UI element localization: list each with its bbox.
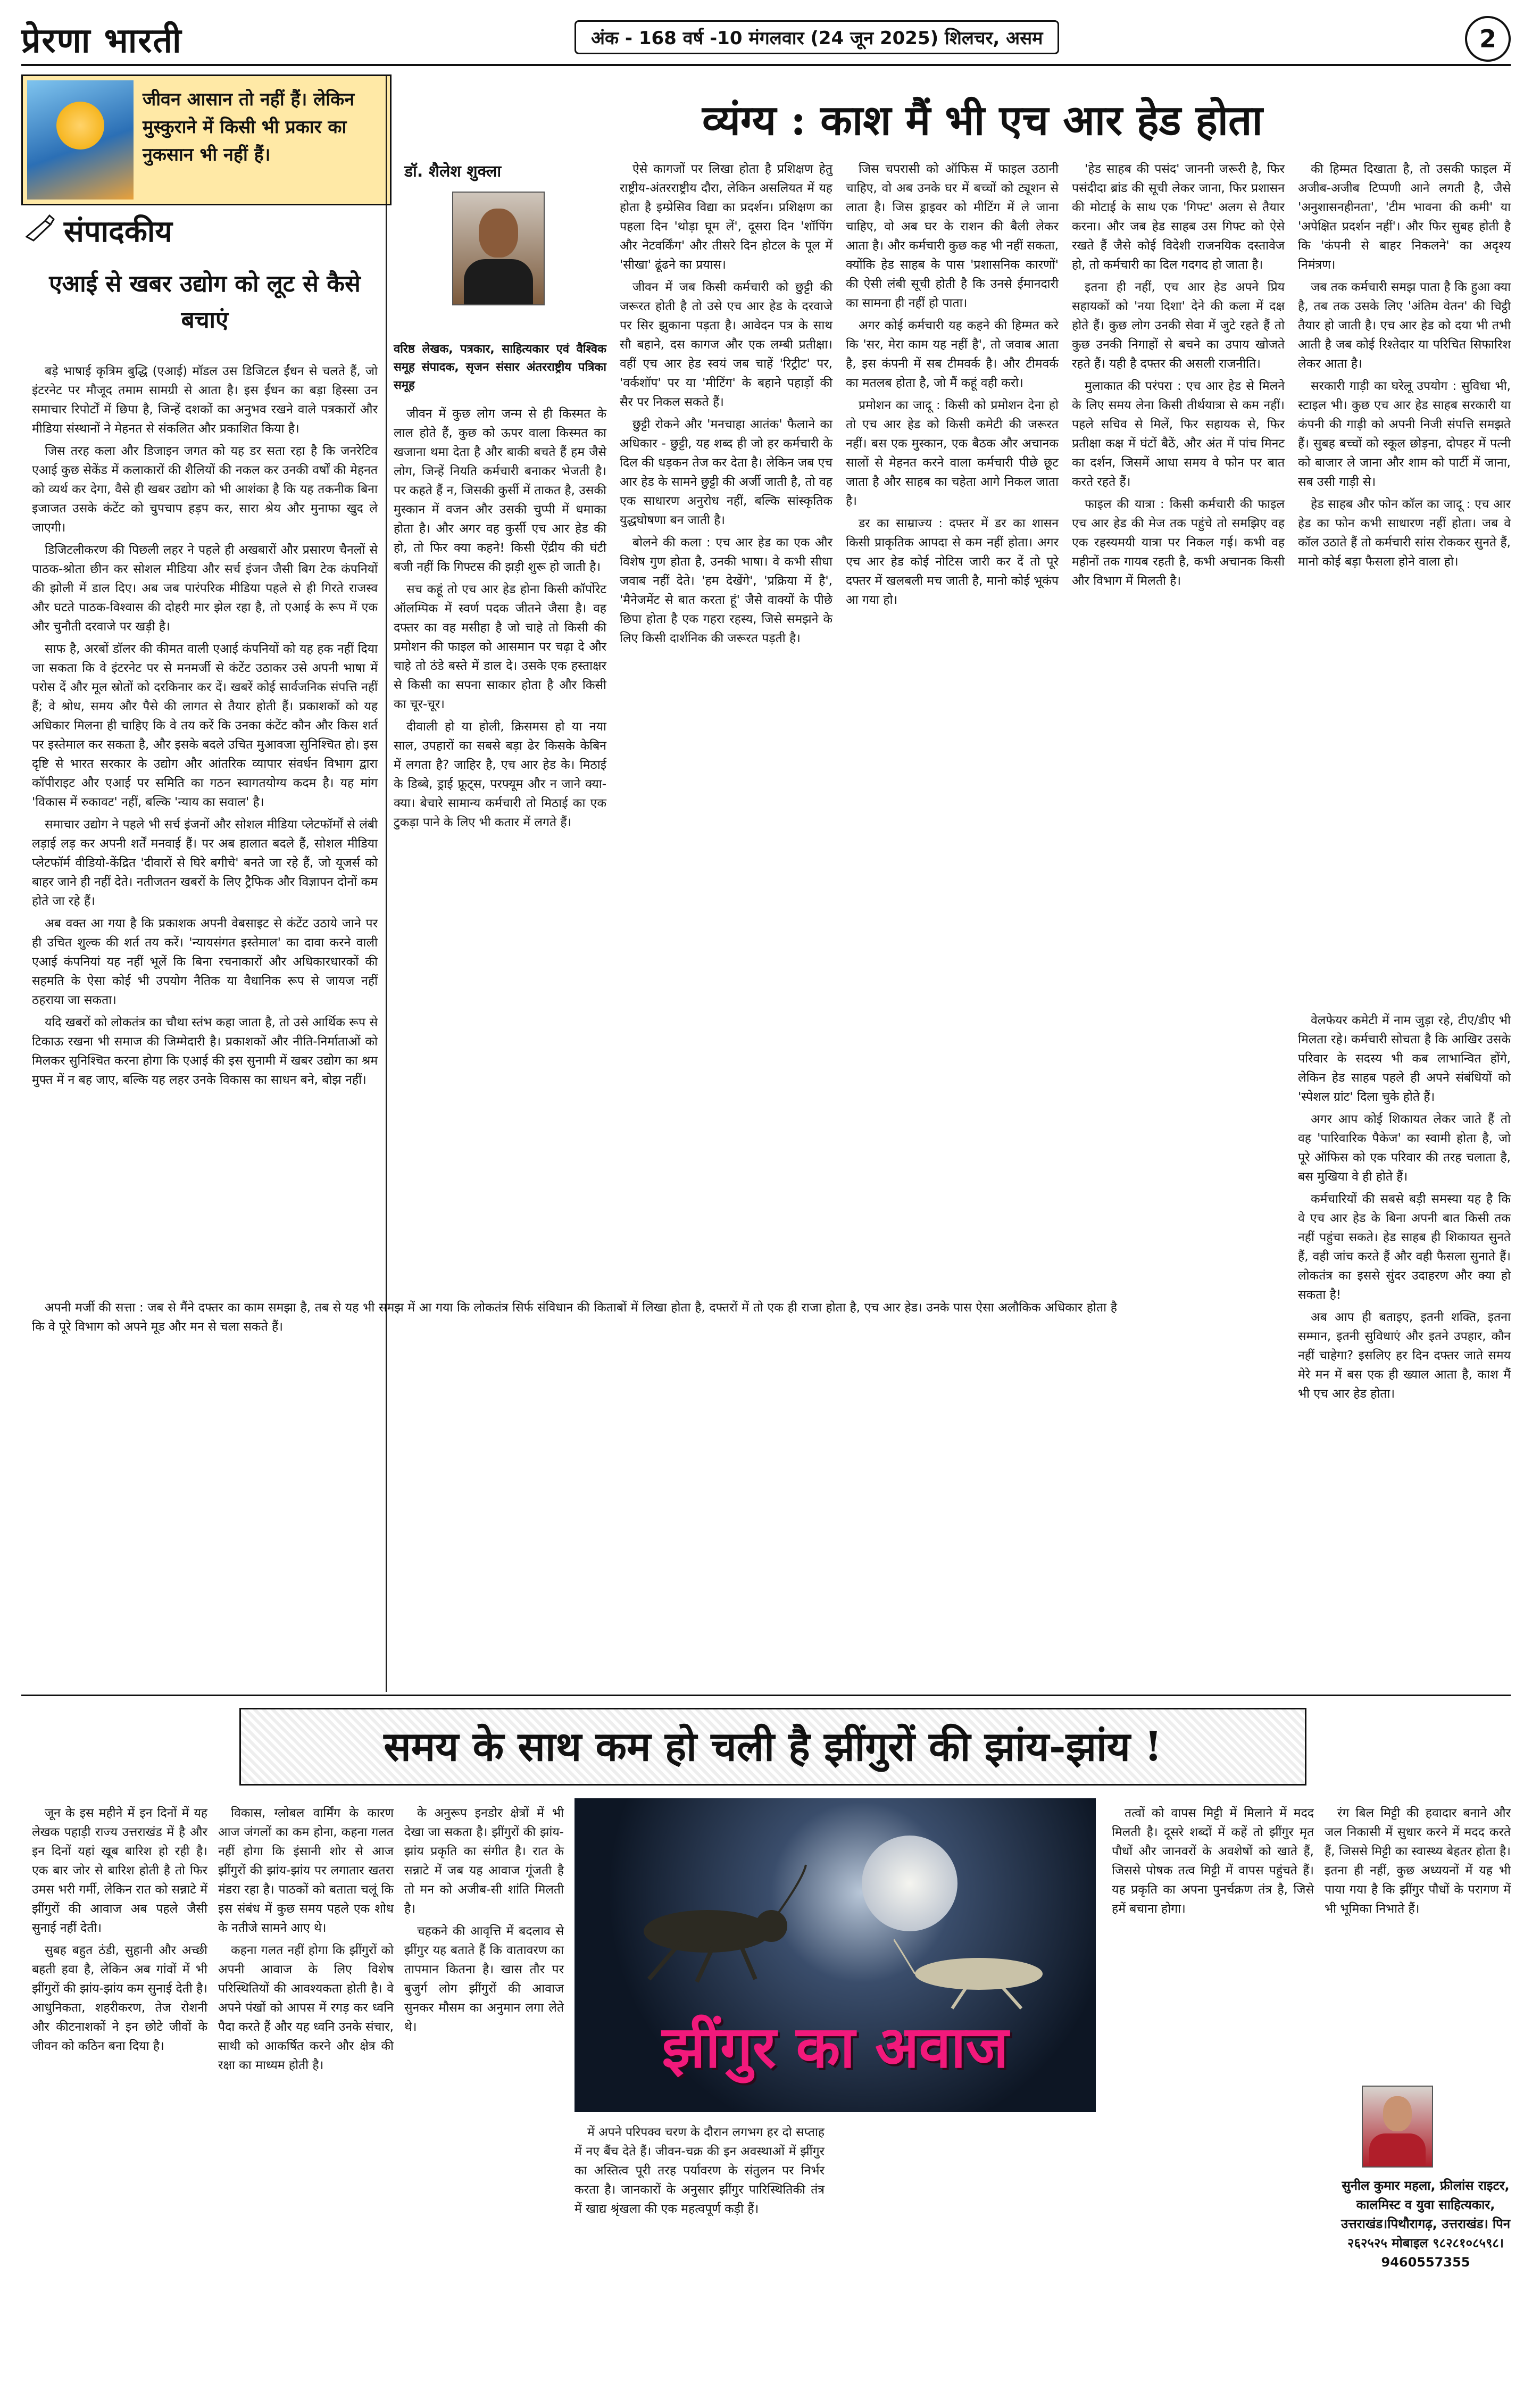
moon-icon <box>862 1836 958 1931</box>
author-photo <box>452 192 545 305</box>
editorial-paragraph: समाचार उद्योग ने पहले भी सर्च इंजनों और सोशल मीडिया प्लेटफॉर्मों से लंबी लड़ाई लड़ कर अपनी शर्तें मनवाई हैं। पर अब हालात बदले हैं, सोशल मीडिया प्लेटफॉर्म वीडियो-केंद्रित 'दीवारों से घिरे बगीचे' बनते जा रहे हैं, जो यूजर्स को बाहर जाने ही नहीं देते। नतीजतन खबरों के लिए ट्रैफिक और विज्ञापन दोनों कम होते जा रहे हैं। <box>32 818 378 908</box>
cricket-column-1 <box>32 1804 207 2059</box>
satire-paragraph: अगर कोई कर्मचारी यह कहने की हिम्मत करे कि 'सर, मेरा काम यह नहीं है', तो जवाब आता है, इस कंपनी में सब टीमवर्क है। और टीमवर्क का मतलब होता है, जो मैं कहूं वही करो। <box>846 319 1059 390</box>
cricket-paragraph: रंग बिल मिट्टी की हवादार बनाने और जल निकासी में सुधार करने में मदद करते हैं, जिससे मिट्टी का स्वास्थ्य बेहतर होता है। इतना ही नहीं, कुछ अध्ययनों में यह भी पाया गया है कि झींगुर पौधों के परागण में भी भूमिका निभाते हैं। <box>1325 1806 1511 1916</box>
page-number: 2 <box>1465 16 1511 62</box>
deity-illustration <box>27 80 134 200</box>
satire-column-6 <box>1298 1011 1511 1407</box>
article-headline: समय के साथ कम हो चली है झींगुरों की झांय-झांय ! <box>384 1723 1162 1770</box>
satire-paragraph: डर का साम्राज्य : दफ्तर में डर का शासन किसी प्राकृतिक आपदा से कम नहीं होता। अगर एच आर हेड कोई नोटिस जारी कर दें तो पूरे दफ्तर में खलबली मच जाती है, मानो कोई भूकंप आ गया हो। <box>846 517 1059 607</box>
author-name: डॉ. शैलेश शुक्ला <box>404 162 502 181</box>
satire-paragraph: प्रमोशन का जादू : किसी को प्रमोशन देना हो तो एच आर हेड को किसी कमेटी की जरूरत नहीं। बस एक मुस्कान, एक बैठक और अचानक सालों से मेहनत करने वाला कर्मचारी पीछे छूट जाता है और साहब का चहेता आगे निकल जाता है। <box>846 398 1059 508</box>
cricket-paragraph: विकास, ग्लोबल वार्मिंग के कारण आज जंगलों का कम होना, कहना गलत नहीं होगा कि इंसानी शोर से आज झींगुरों की झांय-झांय पर लगातार खतरा मंडरा रहा है। पाठकों को बताता चलूं कि इस संबंध में कुछ समय पहले एक शोध के नतीजे सामने आए थे। <box>218 1806 394 1935</box>
editorial-paragraph: यदि खबरों को लोकतंत्र का चौथा स्तंभ कहा जाता है, तो उसे आर्थिक रूप से टिकाऊ रखना भी समाज की जिम्मेदारी है। प्रकाशकों और नीति-निर्माताओं को मिलकर सुनिश्चित करना होगा कि एआई की इस सुनामी में खबर उद्योग का श्रम मुफ्त में न बह जाए, बल्कि यह लहर उनके विकास का साधन बने, बोझ नहीं। <box>32 1016 378 1087</box>
editorial-paragraph: बड़े भाषाई कृत्रिम बुद्धि (एआई) मॉडल उस डिजिटल ईंधन से चलते हैं, जो इंटरनेट पर मौजूद तमाम सामग्री से आता है। इस ईंधन का बड़ा हिस्सा उन समाचार रिपोर्टों में छिपा है, जिन्हें दशकों का अनुभव रखने वाले पत्रकारों और मीडिया संस्थानों ने मेहनत से संकलित और प्रकाशित किया है। <box>32 364 378 436</box>
cricket-paragraph: चहकने की आवृत्ति में बदलाव से झींगुर यह बताते हैं कि वातावरण का तापमान कितना है। खास तौर पर बुजुर्ग लोग झींगुरों की आवाज सुनकर मौसम का अनुमान लगा लेते थे। <box>404 1924 564 2034</box>
quote-text: जीवन आसान तो नहीं हैं। लेकिन मुस्कुराने में किसी भी प्रकार का नुकसान भी नहीं हैं। <box>143 89 355 165</box>
cricket-insect-icon <box>617 1862 809 1984</box>
satire-paragraph: सच कहूं तो एच आर हेड होना किसी कॉर्पोरेट ऑलम्पिक में स्वर्ण पदक जीतने जैसा है। वह दफ्तर का वह मसीहा है जो चाहे तो किसी की प्रमोशन की फाइल को आसमान पर चढ़ा दे और चाहे तो ठंडे बस्ते में डाल दे। उसके एक हस्ताक्षर से किसी का सपना साकार होता है और किसी का चूर-चूर। <box>394 583 606 711</box>
cricket-paragraph: के अनुरूप इनडोर क्षेत्रों में भी देखा जा सकता है। झींगुरों की झांय-झांय प्रकृति का संगीत है। रात के सन्नाटे में जब यह आवाज गूंजती है तो मन को अजीब-सी शांति मिलती है। <box>404 1806 564 1916</box>
editorial-paragraph: डिजिटलीकरण की पिछली लहर ने पहले ही अखबारों और प्रसारण चैनलों से पाठक-श्रोता छीन कर सोशल मीडिया और सर्च इंजन जैसी बिग टेक कंपनियों की झोली में डाल दिए। अब जब पारंपरिक मीडिया पहले से ही गिरते राजस्व और घटते पाठक-विश्वास की दोहरी मार झेल रहा है, तो एआई के रूप में एक और चुनौती दरवाजे पर खड़ी है। <box>32 543 378 634</box>
satire-paragraph: की हिम्मत दिखाता है, तो उसकी फाइल में अजीब-अजीब टिप्पणी आने लगती है, जैसे 'अनुशासनहीनता', 'टीम भावना की कमी' या 'अपेक्षित प्रदर्शन नहीं'। और फिर सुबह होती है कि 'कंपनी से बाहर निकलने' का अदृश्य निमंत्रण। <box>1298 162 1511 272</box>
editorial-body <box>32 362 378 1093</box>
satire-column-5 <box>1298 160 1511 575</box>
cricket-paragraph: कहना गलत नहीं होगा कि झींगुरों को अपनी आवाज के लिए विशेष परिस्थितियों की आवश्यकता होती है। वे अपने पंखों को आपस में रगड़ कर ध्वनि पैदा करते हैं और यह ध्वनि उनके संचार, साथी को आकर्षित करने और क्षेत्र की रक्षा का माध्यम होती है। <box>218 1944 394 2072</box>
cricket-column-3 <box>404 1804 564 2040</box>
section-divider <box>21 1695 1511 1696</box>
satire-paragraph: कर्मचारियों की सबसे बड़ी समस्या यह है कि वे एच आर हेड के बिना अपनी बात किसी तक नहीं पहुंचा सकते। हेड साहब ही शिकायत सुनते हैं, वही जांच करते हैं और वही फैसला सुनाते हैं। लोकतंत्र का इससे सुंदर उदाहरण और क्या हो सकता है! <box>1298 1192 1511 1302</box>
satire-column-4 <box>1072 160 1285 594</box>
satire-paragraph: मुलाकात की परंपरा : एच आर हेड से मिलने के लिए समय लेना किसी तीर्थयात्रा से कम नहीं। पहले सचिव से मिलें, फिर सहायक से, फिर प्रतीक्षा कक्ष में घंटों बैठें, और अंत में पांच मिनट का दर्शन, जिसमें आधा समय वे फोन पर बात करते रहते हैं। <box>1072 379 1285 489</box>
satire-column-1 <box>394 404 606 835</box>
satire-paragraph: अपनी मर्जी की सत्ता : जब से मैंने दफ्तर का काम समझा है, तब से यह भी समझ में आ गया कि लोकतंत्र सिर्फ संविधान की किताबों में लिखा होता है, दफ्तरों में तो एक ही राजा होता है, एच आर हेड। उनके पास ऐसा अलौकिक अधिकार होता है कि वे पूरे विभाग को अपने मूड और मन से चला सकते हैं। <box>32 1301 1117 1334</box>
satire-paragraph: दीवाली हो या होली, क्रिसमस हो या नया साल, उपहारों का सबसे बड़ा ढेर किसके केबिन में लगता है? जाहिर है, एच आर हेड के। मिठाई के डिब्बे, ड्राई फ्रूट्स, परफ्यूम और न जाने क्या-क्या। बेचारे सामान्य कर्मचारी तो मिठाई का एक टुकड़ा पाने के लिए भी कतार में लगते हैं। <box>394 720 606 829</box>
writer-shirt <box>1369 2133 1426 2166</box>
editorial-paragraph: अब वक्त आ गया है कि प्रकाशक अपनी वेबसाइट से कंटेंट उठाये जाने पर ही उचित शुल्क की शर्त तय करें। 'न्यायसंगत इस्तेमाल' का दावा करने वाली एआई कंपनियां यह नहीं भूलें कि बिना रचनाकारों और अधिकारधारकों की सहमति के ऐसा कोई भी उपयोग नैतिक या वैधानिक रूप से जायज नहीं ठहराया जा सकता। <box>32 917 378 1007</box>
satire-paragraph: छुट्टी रोकने और 'मनचाहा आतंक' फैलाने का अधिकार - छुट्टी, यह शब्द ही जो हर कर्मचारी के दिल की धड़कन तेज कर देता है। लेकिन जब एच आर हेड के सामने छुट्टी की अर्जी जाती है, तो वह एक साधारण अनुरोध नहीं, बल्कि सांस्कृतिक युद्धघोषणा बन जाती है। <box>620 418 832 527</box>
newspaper-title: प्रेरणा भारती <box>21 21 182 61</box>
satire-paragraph: जीवन में कुछ लोग जन्म से ही किस्मत के लाल होते हैं, कुछ को ऊपर वाला किस्मत का खजाना थमा देता है और बाकी बचते हैं हम जैसे लोग, जिन्हें नियति कर्मचारी बनाकर भेजती है। पर कहते हैं न, जिसकी कुर्सी में ताकत है, उसकी मुस्कान में वजन और उसकी चुप्पी में धमाका होता है। और अगर वह कुर्सी एच आर हेड की हो, तो फिर क्या कहने! किसी ऐंद्रीय की घंटी बजी नहीं कि गिफ्टस की झड़ी शुरू हो जाती है। <box>394 407 606 574</box>
satire-paragraph: अब आप ही बताइए, इतनी शक्ति, इतना सम्मान, इतनी सुविधाएं और इतने उपहार, कौन नहीं चाहेगा? इसलिए हर दिन दफ्तर जाते समय मेरे मन में बस एक ही ख्याल आता है, काश मैं भी एच आर हेड होता। <box>1298 1310 1511 1401</box>
illustration-title: झींगुर का अवाज <box>662 2014 1009 2081</box>
satire-paragraph: फाइल की यात्रा : किसी कर्मचारी की फाइल एच आर हेड की मेज तक पहुंचे तो समझिए वह एक रहस्यमयी यात्रा पर निकल गई। कभी वह महीनों तक गायब रहती है, कभी अचानक किसी और विभाग में मिलती है। <box>1072 497 1285 588</box>
cricket-paragraph: में अपने परिपक्व चरण के दौरान लगभग हर दो सप्ताह में नए बैंच देते हैं। जीवन-चक्र की इन अवस्थाओं में झींगुर का अस्तित्व पूरी तरह पर्यावरण के संतुलन पर निर्भर करता है। जानकारों के अनुसार झींगुर पारिस्थितिकी तंत्र में खाद्य श्रृंखला की एक महत्वपूर्ण कड़ी हैं। <box>574 2125 825 2216</box>
issue-line: अंक - 168 वर्ष -10 मंगलवार (24 जून 2025) शिलचर, असम <box>574 20 1059 54</box>
satire-paragraph: अगर आप कोई शिकायत लेकर जाते हैं तो वह 'पारिवारिक पैकेज' का स्वामी होता है, जो पूरे ऑफिस को एक परिवार की तरह चलाता है, बस मुखिया वे ही होते हैं। <box>1298 1112 1511 1184</box>
satire-paragraph: ऐसे कागजों पर लिखा होता है प्रशिक्षण हेतु राष्ट्रीय-अंतरराष्ट्रीय दौरा, लेकिन असलियत में यह होता है इम्प्रेसिव विद्या का प्रदर्शन। प्रशिक्षण का पहला दिन 'थोड़ा घूम लें', दूसरा दिन 'शॉपिंग और नेटवर्किंग' और तीसरे दिन होटल के पूल में 'सीखा' ढूंढने का प्रयास। <box>620 162 832 272</box>
satire-paragraph: जिस चपरासी को ऑफिस में फाइल उठानी चाहिए, वो अब उनके घर में बच्चों को ट्यूशन से लाता है। जिस ड्राइवर को मीटिंग में ले जाना चाहिए, वो अब घर के राशन की बैली लेकर आता है। और कर्मचारी कुछ कह भी नहीं सकता, क्योंकि हेड साहब के पास 'प्रशासनिक कारणों' की ऐसी लंबी सूची होती है कि उनसे ईमानदारी का सामना ही नहीं हो पाता। <box>846 162 1059 310</box>
editorial-title: एआई से खबर उद्योग को लूट से कैसे बचाएं <box>49 270 361 334</box>
cricket-paragraph: तत्वों को वापस मिट्टी में मिलाने में मदद मिलती है। दूसरे शब्दों में कहें तो झींगुर मृत पौधों और जानवरों के अवशेषों को खाते हैं, जिससे पोषक तत्व मिट्टी में वापस पहुंचते हैं। यह प्रकृति का अपना पुनर्चक्रण तंत्र है, जिसे हमें बचाना होगा। <box>1112 1806 1314 1916</box>
satire-paragraph: वेलफेयर कमेटी में नाम जुड़ा रहे, टीए/डीए भी मिलता रहे। कर्मचारी सोचता है कि आखिर उसके परिवार के सदस्य भी कब लाभान्वित होंगे, लेकिन हेड साहब पहले ही अपने संबंधियों को 'स्पेशल ग्रांट' दिला चुके होते हैं। <box>1298 1014 1511 1104</box>
satire-paragraph: इतना ही नहीं, एच आर हेड अपने प्रिय सहायकों को 'नया दिशा' देने की कला में दक्ष होते हैं। कुछ लोग उनकी सेवा में जुटे रहते हैं तो कुछ उनकी निगाहों से बचने का उपाय खोजते रहते हैं। यही है दफ्तर की असली राजनीति। <box>1072 280 1285 371</box>
satire-headline: व्यंग्य : काश मैं भी एच आर हेड होता <box>702 96 1263 145</box>
editorial-heading: संपादकीय <box>64 214 172 249</box>
cricket-column-5 <box>1112 1804 1314 1922</box>
author-description: वरिष्ठ लेखक, पत्रकार, साहित्यकार एवं वैश्विक समूह संपादक, सृजन संसार अंतरराष्ट्रीय पत्रिका समूह <box>394 343 606 392</box>
satire-paragraph: जब तक कर्मचारी समझ पाता है कि हुआ क्या है, तब तक उसके लिए 'अंतिम वेतन' की चिट्ठी तैयार हो जाती है। एच आर हेड को दया भी तभी आती है जब कोई रिश्तेदार या परिचित सिफारिश लेकर आता है। <box>1298 280 1511 371</box>
writing-hand-icon <box>24 213 56 245</box>
satire-column-3 <box>846 160 1059 613</box>
writer-face <box>1383 2096 1412 2131</box>
editorial-paragraph: जिस तरह कला और डिजाइन जगत को यह डर सता रहा है कि जनरेटिव एआई कुछ सेकेंड में कलाकारों की शैलियों की नकल कर उनकी वर्षों की मेहनत को व्यर्थ कर देगा, वैसे ही खबर उद्योग को भी आशंका है कि यह तकनीक बिना इजाजत उसके कंटेंट को चुपचाप हड़प कर, सारा श्रेय और मुनाफा खुद ले जाएगी। <box>32 444 378 535</box>
cricket-insect-icon <box>894 1937 1069 2011</box>
writer-signature: सुनील कुमार महला, फ्रीलांस राइटर, कालमिस्ट व युवा साहित्यकार, उत्तराखंड।पिथौरागढ़, उत्तराखंड। पिन २६२५२५ मोबाइल ९८२८१०८५९८। 9460557355 <box>1340 2178 1511 2270</box>
cricket-paragraph: सुबह बहुत ठंडी, सुहानी और अच्छी बहती हवा है, लेकिन अब गांवों में भी झींगुरों की झांय-झांय कम सुनाई देती है। आधुनिकता, शहरीकरण, तेज रोशनी और कीटनाशकों ने इन छोटे जीवों के जीवन को कठिन बना दिया है। <box>32 1944 208 2053</box>
satire-column-2 <box>620 160 832 651</box>
cricket-column-2 <box>218 1804 394 2078</box>
author-body <box>464 259 533 304</box>
column-divider <box>386 74 387 1692</box>
satire-wide-run <box>32 1298 1117 1340</box>
halo-icon <box>56 102 104 150</box>
satire-paragraph: 'हेड साहब की पसंद' जाननी जरूरी है, फिर पसंदीदा ब्रांड की सूची लेकर जाना, फिर प्रशासन की मोटाई के साथ एक 'गिफ्ट' अलग से तैयार करना। और जब हेड साहब उस गिफ्ट को ऐसे रखते हैं जैसे कोई विदेशी राजनयिक दस्तावेज हो, तो कर्मचारी का दिल गदगद हो जाता है। <box>1072 162 1285 272</box>
writer-photo <box>1362 2086 1433 2168</box>
satire-paragraph: बोलने की कला : एच आर हेड का एक और विशेष गुण होता है, उनकी भाषा। वे कभी सीधा जवाब नहीं देते। 'हम देखेंगे', 'प्रक्रिया में है', 'मैनेजमेंट से बात करता हूं' जैसे वाक्यों के पीछे छिपा होता है एक गहरा रहस्य, जिसे समझने के लिए किसी दार्शनिक की जरूरत पड़ती है। <box>620 536 832 645</box>
cricket-column-4 <box>574 2123 825 2222</box>
author-face <box>479 209 518 258</box>
cricket-illustration <box>574 1798 1096 2112</box>
satire-paragraph: जीवन में जब किसी कर्मचारी को छुट्टी की जरूरत होती है तो उसे एच आर हेड के दरवाजे पर सिर झुकाना पड़ता है। आवेदन पत्र के साथ सौ बहाने, दस कागज और एक लम्बी प्रतीक्षा। वहीं एच आर हेड स्वयं जब चाहें 'रिट्रीट' पर, 'वर्कशॉप' पर या 'मीटिंग' के बहाने पहाड़ों की सैर पर निकल सकते हैं। <box>620 280 832 409</box>
masthead <box>21 16 1511 66</box>
cricket-column-6 <box>1325 1804 1511 1922</box>
article-banner <box>239 1708 1306 1786</box>
satire-paragraph: हेड साहब और फोन कॉल का जादू : एच आर हेड का फोन कभी साधारण नहीं होता। जब वे कॉल उठाते हैं तो कर्मचारी सांस रोककर सुनते हैं, मानो कोई बड़ा फैसला होने वाला हो। <box>1298 497 1511 569</box>
quote-box <box>21 74 392 205</box>
cricket-paragraph: जून के इस महीने में इन दिनों में यह लेखक पहाड़ी राज्य उत्तराखंड में है और इन दिनों यहां खूब बारिश हो रही है। एक बार जोर से बारिश होती है तो फिर उमस भरी गर्मी, लेकिन रात को सन्नाटे में झींगुरों की आवाज अब पहले जैसी सुनाई नहीं देती। <box>32 1806 207 1935</box>
editorial-paragraph: साफ है, अरबों डॉलर की कीमत वाली एआई कंपनियों को यह हक नहीं दिया जा सकता कि वे इंटरनेट पर से मनमर्जी से कंटेंट उठाकर उसे अपनी भाषा में परोस दें और मूल स्रोतों को दरकिनार कर दें। खबरें कोई सार्वजनिक संपत्ति नहीं हैं; वे श्रोध, समय और पैसे की लागत से तैयार होती हैं। प्रकाशकों को यह अधिकार मिलना ही चाहिए कि वे तय करें कि उनका कंटेंट कौन और किस शर्त पर इस्तेमाल कर सकता है, और इसके बदले उचित मुआवजा सुनिश्चित हो। इस दृष्टि से भारत सरकार के उद्योग और आंतरिक व्यापार संवर्धन विभाग द्वारा कॉपीराइट और एआई पर समिति का गठन स्वागतयोग्य कदम है। यह मांग 'विकास में रुकावट' नहीं, बल्कि 'न्याय का सवाल' है। <box>32 642 378 809</box>
satire-paragraph: सरकारी गाड़ी का घरेलू उपयोग : सुविधा भी, स्टाइल भी। कुछ एच आर हेड साहब सरकारी या कंपनी की गाड़ी को अपनी निजी संपत्ति समझते हैं। सुबह बच्चों को स्कूल छोड़ना, दोपहर में पत्नी को बाजार ले जाना और शाम को पार्टी में जाना, सब उसी गाड़ी से। <box>1298 379 1511 489</box>
